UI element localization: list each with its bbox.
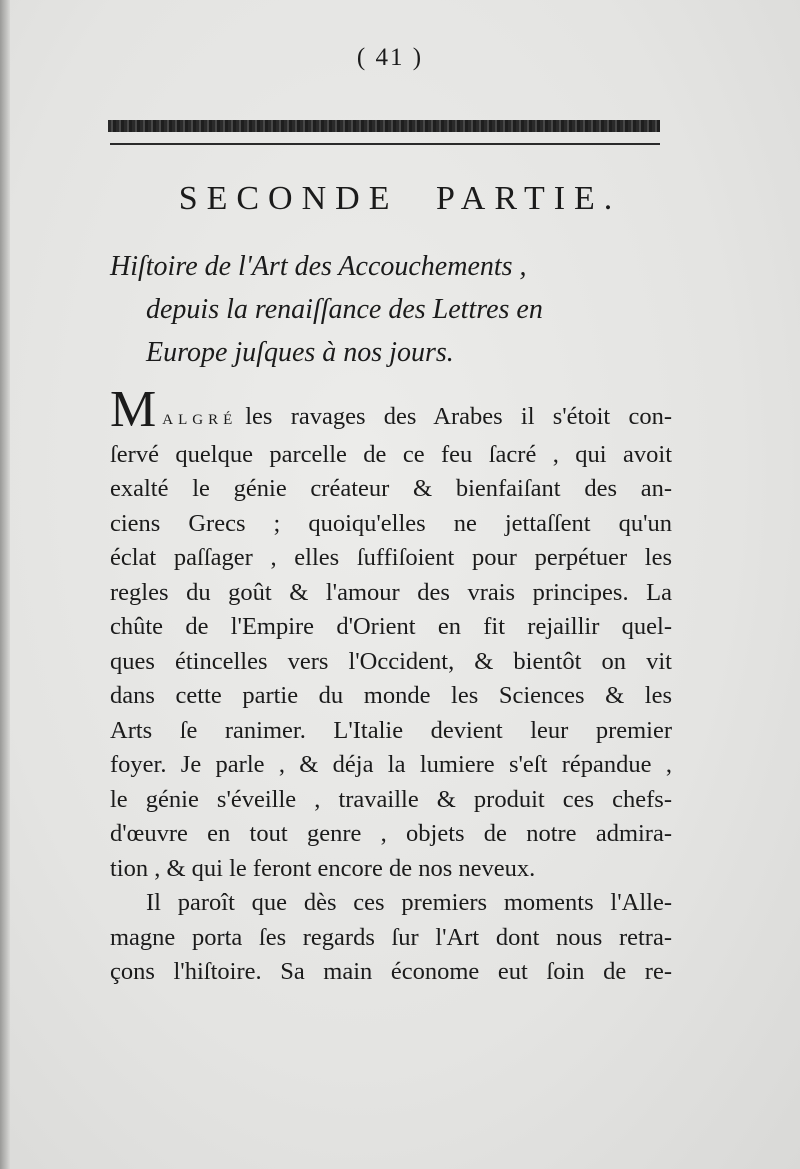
text-line: d'œuvre en tout genre , objets de notre admira- <box>110 820 672 847</box>
part-heading: SECONDE PARTIE. <box>178 180 622 217</box>
subtitle-line: Hiſtoire de l'Art des Accouchements , <box>110 251 527 282</box>
chapter-subtitle <box>110 245 670 374</box>
text-line: Arts ſe ranimer. L'Italie devient leur premier <box>110 716 672 744</box>
thin-rule <box>110 143 660 145</box>
text-line: ciens Grecs ; quoiqu'elles ne jettaſſent qu'un <box>110 509 672 537</box>
body-text <box>110 381 672 990</box>
text-line: ſervé quelque parcelle de ce feu ſacré , qui avoit <box>110 440 672 468</box>
text-line: exalté le génie créateur & bienfaiſant des an- <box>110 475 672 502</box>
text-line: dans cette partie du monde les Sciences & les <box>110 682 672 709</box>
text-line: tion , & qui le feront encore de nos neveux. <box>110 854 536 882</box>
text-line: ques étincelles vers l'Occident, & bientôt on vit <box>110 647 672 675</box>
subtitle-line: depuis la renaiſſance des Lettres en <box>146 294 543 325</box>
text-line: çons l'hiſtoire. Sa main économe eut ſoin de re- <box>110 958 672 985</box>
text-line: regles du goût & l'amour des vrais principes. La <box>110 578 672 606</box>
text-line: les ravages des Arabes il s'étoit con- <box>245 403 672 430</box>
subtitle-line: Europe juſques à nos jours. <box>146 337 454 368</box>
text-line: magne porta ſes regards ſur l'Art dont nous retra- <box>110 923 672 951</box>
text-line: chûte de l'Empire d'Orient en fit rejaillir quel- <box>110 613 672 640</box>
opening-word: ALGRÉ <box>162 412 238 428</box>
text-line: Il paroît que dès ces premiers moments l'Alle- <box>146 889 672 916</box>
ornamental-rule <box>108 120 660 132</box>
page-number: ( 41 ) <box>356 44 424 71</box>
text-line-first <box>110 381 672 438</box>
page-edge-shadow <box>0 0 10 1169</box>
text-line: le génie s'éveille , travaille & produit ces chefs- <box>110 785 672 813</box>
text-line: foyer. Je parle , & déja la lumiere s'eſt répandue , <box>110 751 672 778</box>
text-line: éclat paſſager , elles ſuffiſoient pour perpétuer les <box>110 544 672 571</box>
drop-cap: M <box>110 381 157 438</box>
